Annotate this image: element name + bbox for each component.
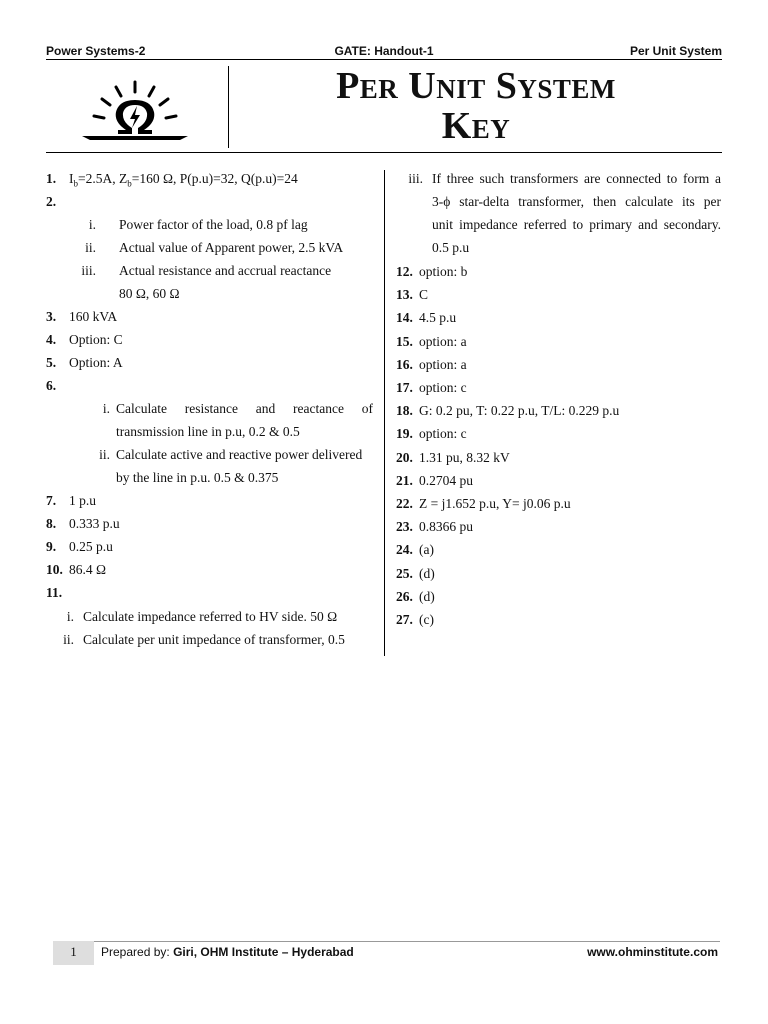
answer-text: Option: A xyxy=(69,355,123,370)
answer-number: 23. xyxy=(396,519,413,534)
header-subject: Power Systems-2 xyxy=(46,44,146,58)
answer-number: 8. xyxy=(46,516,57,531)
sub-text-continued: 0.5 p.u xyxy=(432,240,470,255)
header-topic: Per Unit System xyxy=(629,44,722,58)
subscript: b xyxy=(127,178,132,189)
answer-number: 21. xyxy=(396,473,413,488)
sub-number: ii. xyxy=(63,632,74,647)
answer-number: 14. xyxy=(396,310,413,325)
sub-text: Power factor of the load, 0.8 pf lag xyxy=(119,217,308,232)
sub-text: Calculate impedance referred to HV side. 50 Ω xyxy=(83,609,338,624)
sub-text-continued: transmission line in p.u, 0.2 & 0.5 xyxy=(116,424,300,439)
answer-number: 9. xyxy=(46,539,57,554)
sub-number: iii. xyxy=(81,263,96,278)
header-handout: GATE: Handout-1 xyxy=(334,44,434,58)
answer-text: Z = j1.652 p.u, Y= j0.06 p.u xyxy=(419,496,571,511)
answer-number: 2. xyxy=(46,194,57,209)
answer-text: 4.5 p.u xyxy=(419,310,457,325)
answer-number: 13. xyxy=(396,287,413,302)
answer-text: C xyxy=(419,287,429,302)
answer-text: 1 p.u xyxy=(69,493,96,508)
column-divider xyxy=(384,170,385,656)
sub-text-continued: unit impedance referred to primary and secondary. xyxy=(432,217,721,232)
answer-number: 11. xyxy=(46,585,63,600)
answer-number: 16. xyxy=(396,357,413,372)
answer-text: 0.333 p.u xyxy=(69,516,120,531)
answer-number: 24. xyxy=(396,542,413,557)
footer-credit xyxy=(101,945,354,959)
text-part: =160 Ω, P(p.u)=32, Q(p.u)=24 xyxy=(131,171,298,186)
answer-text: G: 0.2 pu, T: 0.22 p.u, T/L: 0.229 p.u xyxy=(419,403,620,418)
sub-number: iii. xyxy=(408,171,423,186)
sub-number: i. xyxy=(66,609,74,624)
answer-text: 160 kVA xyxy=(69,309,118,324)
title-line-1: Per Unit System xyxy=(336,65,616,107)
answer-number: 7. xyxy=(46,493,57,508)
sub-text: Actual resistance and accrual reactance xyxy=(119,263,332,278)
sub-number: i. xyxy=(102,401,110,416)
footer-website-link[interactable]: www.ohminstitute.com xyxy=(587,945,718,959)
sub-text: If three such transformers are connected to form a xyxy=(432,171,721,186)
sub-number: ii. xyxy=(85,240,96,255)
answer-text: 0.25 p.u xyxy=(69,539,113,554)
footer-rule xyxy=(94,941,720,942)
answer-number: 6. xyxy=(46,378,57,393)
title-divider xyxy=(228,66,229,148)
sub-number: i. xyxy=(88,217,96,232)
title-rule xyxy=(46,152,722,153)
sub-text: Actual value of Apparent power, 2.5 kVA xyxy=(119,240,344,255)
answer-text: 1.31 pu, 8.32 kV xyxy=(419,450,510,465)
answer-number: 19. xyxy=(396,426,413,441)
page-header xyxy=(46,42,722,60)
answer-number: 10. xyxy=(46,562,63,577)
title-line-2: Key xyxy=(441,105,511,147)
answer-text xyxy=(69,171,298,192)
answer-number: 5. xyxy=(46,355,57,370)
answer-text: 0.2704 pu xyxy=(419,473,473,488)
answer-number: 1. xyxy=(46,171,57,186)
sub-text-continued: by the line in p.u. 0.5 & 0.375 xyxy=(116,470,279,485)
sub-number: ii. xyxy=(99,447,110,462)
answer-text: (d) xyxy=(419,566,435,581)
answer-text: 0.8366 pu xyxy=(419,519,473,534)
answer-number: 18. xyxy=(396,403,413,418)
sub-text-continued: 3-ϕ star-delta transformer, then calculate its per xyxy=(432,194,721,209)
answer-number: 25. xyxy=(396,566,413,581)
answer-number: 4. xyxy=(46,332,57,347)
page-number: 1 xyxy=(70,944,77,959)
sun-omega-lightning-logo xyxy=(80,78,190,144)
answer-text: option: a xyxy=(419,357,467,372)
text-part: =2.5A, Z xyxy=(78,171,128,186)
answer-text: option: a xyxy=(419,334,467,349)
header-rule xyxy=(46,59,722,60)
text-part: I xyxy=(69,171,74,186)
answer-number: 3. xyxy=(46,309,57,324)
sub-text: Calculate per unit impedance of transformer, 0.5 xyxy=(83,632,345,647)
answer-text: (d) xyxy=(419,589,435,604)
answer-number: 12. xyxy=(396,264,413,279)
page-title xyxy=(230,66,722,146)
answer-number: 17. xyxy=(396,380,413,395)
answer-number: 20. xyxy=(396,450,413,465)
answer-number: 27. xyxy=(396,612,413,627)
prepared-label: Prepared by: xyxy=(101,945,170,959)
answer-text: (c) xyxy=(419,612,434,627)
answer-number: 22. xyxy=(396,496,413,511)
prepared-by: Giri, OHM Institute – Hyderabad xyxy=(173,945,354,959)
answer-number: 15. xyxy=(396,334,413,349)
answer-text: Option: C xyxy=(69,332,123,347)
sub-text: Calculate active and reactive power delivered xyxy=(116,447,363,462)
answer-text: 86.4 Ω xyxy=(69,562,107,577)
answer-text: (a) xyxy=(419,542,434,557)
answer-text: option: c xyxy=(419,380,467,395)
answer-number: 26. xyxy=(396,589,413,604)
subscript: b xyxy=(73,178,78,189)
sub-text-continued: 80 Ω, 60 Ω xyxy=(119,286,180,301)
sub-text: Calculate resistance and reactance of xyxy=(116,401,373,416)
answer-text: option: c xyxy=(419,426,467,441)
answer-text: option: b xyxy=(419,264,468,279)
